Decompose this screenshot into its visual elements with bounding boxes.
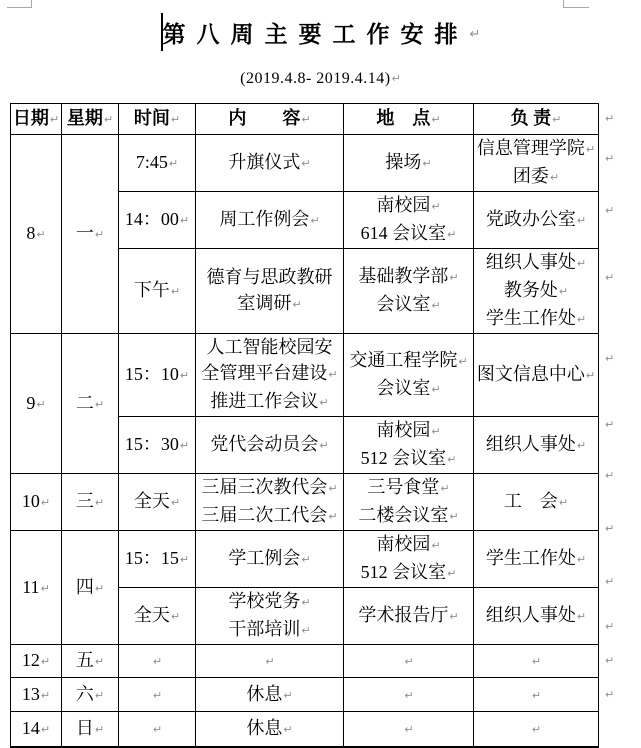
cell-text: 党政办公室	[485, 209, 576, 229]
paragraph-mark-icon: ↵	[552, 113, 562, 126]
paragraph-mark-icon: ↵	[440, 482, 450, 495]
paragraph-mark-icon: ↵	[605, 653, 615, 667]
content-cell[interactable]	[196, 474, 344, 531]
week-cell[interactable]	[62, 474, 119, 531]
cell-text: 图文信息中心	[476, 364, 585, 384]
cell-text: 二楼会议室	[358, 505, 449, 525]
cell-text: 11	[22, 576, 40, 597]
paragraph-mark-icon: ↵	[549, 171, 560, 184]
date-cell[interactable]	[11, 334, 62, 474]
time-cell[interactable]	[119, 678, 196, 712]
row-end-mark-icon	[604, 183, 624, 238]
cell-text: 二	[75, 392, 94, 413]
paragraph-mark-icon: ↵	[94, 655, 105, 668]
cell-text: 南校园	[376, 420, 431, 440]
paragraph-mark-icon: ↵	[292, 298, 302, 311]
responsible-cell[interactable]	[474, 712, 599, 747]
cell-text: 全管理平台建设	[201, 363, 328, 383]
week-cell[interactable]	[62, 135, 119, 334]
row-end-mark-icon	[604, 400, 624, 448]
cell-text: 休息	[246, 683, 283, 704]
paragraph-mark-icon: ↵	[319, 439, 329, 452]
paragraph-mark-icon: ↵	[301, 553, 311, 566]
paragraph-mark-icon: ↵	[328, 510, 338, 523]
paragraph-mark-icon: ↵	[391, 72, 401, 85]
content-cell[interactable]	[196, 588, 344, 645]
cell-text: 党代会动员会	[210, 434, 319, 454]
paragraph-mark-icon: ↵	[605, 620, 615, 633]
paragraph-mark-icon: ↵	[431, 425, 441, 438]
paragraph-mark-icon: ↵	[40, 496, 51, 509]
paragraph-mark-icon: ↵	[36, 228, 46, 241]
document-title[interactable]	[0, 12, 641, 57]
cell-text: 10	[21, 491, 40, 511]
content-cell[interactable]	[196, 249, 344, 334]
responsible-cell[interactable]	[474, 192, 599, 249]
header-text: 星期	[66, 108, 103, 128]
responsible-cell[interactable]	[474, 417, 599, 474]
cell-text: 学生工作处	[485, 308, 576, 328]
paragraph-mark-icon: ↵	[94, 496, 105, 509]
paragraph-mark-icon: ↵	[328, 368, 338, 381]
paragraph-mark-icon: ↵	[36, 397, 46, 411]
paragraph-mark-icon: ↵	[404, 688, 414, 702]
paragraph-mark-icon: ↵	[449, 271, 459, 284]
table-row	[11, 474, 599, 531]
cell-text: 会议室	[376, 294, 431, 314]
date-cell[interactable]	[11, 712, 62, 747]
column-header-week[interactable]	[62, 104, 119, 135]
paragraph-mark-icon: ↵	[431, 383, 441, 396]
row-end-mark-icon	[604, 448, 624, 503]
paragraph-mark-icon: ↵	[40, 688, 51, 702]
responsible-cell[interactable]	[474, 334, 599, 417]
table-row	[11, 645, 599, 678]
cell-text: 7:45	[135, 152, 168, 172]
row-end-mark-icon	[604, 553, 624, 610]
paragraph-mark-icon: ↵	[94, 397, 105, 411]
time-cell[interactable]	[119, 588, 196, 645]
paragraph-mark-icon: ↵	[605, 417, 615, 431]
cell-text: 15：10	[124, 364, 179, 384]
cell-text: 干部培训	[228, 619, 301, 639]
paragraph-mark-icon: ↵	[179, 369, 190, 382]
paragraph-mark-icon: ↵	[605, 688, 615, 701]
cell-text: 9	[26, 392, 36, 413]
paragraph-mark-icon: ↵	[447, 228, 457, 241]
paragraph-mark-icon: ↵	[40, 581, 50, 595]
paragraph-mark-icon: ↵	[283, 722, 293, 736]
paragraph-mark-icon: ↵	[558, 496, 569, 509]
table-row	[11, 334, 599, 417]
paragraph-mark-icon: ↵	[94, 228, 105, 241]
paragraph-mark-icon: ↵	[431, 200, 441, 213]
cell-text: 13	[21, 683, 40, 704]
time-cell[interactable]	[119, 417, 196, 474]
cell-text: 三届二次工代会	[201, 505, 328, 525]
table-row	[11, 712, 599, 747]
time-cell[interactable]	[119, 192, 196, 249]
column-header-time[interactable]	[119, 104, 196, 135]
title-text: 第八周主要工作安排	[162, 21, 469, 47]
paragraph-mark-icon: ↵	[179, 439, 190, 452]
paragraph-mark-icon: ↵	[605, 151, 615, 165]
paragraph-mark-icon: ↵	[103, 113, 114, 126]
time-cell[interactable]	[119, 645, 196, 678]
table-header-row	[11, 104, 599, 135]
subtitle-text: (2019.4.8- 2019.4.14)	[240, 70, 391, 87]
row-end-marks	[604, 103, 624, 712]
paragraph-mark-icon: ↵	[301, 624, 311, 637]
cell-text: 基础教学部	[358, 266, 449, 286]
paragraph-mark-icon: ↵	[170, 113, 181, 126]
cell-text: 8	[26, 223, 36, 243]
cell-text: 工 会	[503, 491, 558, 511]
cell-text: 14	[21, 717, 40, 738]
paragraph-mark-icon: ↵	[576, 313, 587, 326]
date-cell[interactable]	[11, 678, 62, 712]
paragraph-mark-icon: ↵	[283, 688, 293, 702]
paragraph-mark-icon: ↵	[328, 482, 338, 495]
header-text: 内 容	[228, 108, 301, 128]
cell-text: 日	[75, 717, 94, 738]
row-end-mark-icon	[604, 503, 624, 553]
cell-text: 人工智能校园安	[206, 337, 333, 357]
content-cell[interactable]	[196, 192, 344, 249]
responsible-cell[interactable]	[474, 645, 599, 678]
paragraph-mark-icon: ↵	[94, 722, 105, 736]
paragraph-mark-icon: ↵	[605, 469, 615, 482]
cell-text: 操场	[385, 152, 422, 172]
content-cell[interactable]	[196, 712, 344, 747]
column-header-place[interactable]	[344, 104, 474, 135]
paragraph-mark-icon: ↵	[531, 722, 542, 736]
paragraph-mark-icon: ↵	[605, 352, 615, 365]
paragraph-mark-icon: ↵	[301, 113, 311, 126]
table-row	[11, 678, 599, 712]
week-cell[interactable]	[62, 712, 119, 747]
place-cell[interactable]	[344, 588, 474, 645]
place-cell[interactable]	[344, 474, 474, 531]
cell-text: 三号食堂	[367, 477, 440, 497]
content-cell[interactable]	[196, 417, 344, 474]
place-cell[interactable]	[344, 192, 474, 249]
date-cell[interactable]	[11, 135, 62, 334]
schedule-table	[10, 103, 599, 748]
cell-text: 组织人事处	[485, 252, 576, 272]
paragraph-mark-icon: ↵	[170, 610, 181, 623]
cell-text: 学校党务	[228, 591, 301, 611]
cell-text: 信息管理学院	[476, 138, 585, 158]
place-cell[interactable]	[344, 712, 474, 747]
paragraph-mark-icon: ↵	[94, 581, 105, 595]
paragraph-mark-icon: ↵	[585, 143, 596, 156]
cell-text: 室调研	[237, 293, 292, 313]
paragraph-mark-icon: ↵	[449, 510, 459, 523]
date-cell[interactable]	[11, 474, 62, 531]
header-text: 时间	[133, 108, 170, 128]
paragraph-mark-icon: ↵	[531, 688, 542, 702]
cell-text: 15：30	[124, 434, 179, 454]
row-end-mark-icon	[604, 677, 624, 712]
responsible-cell[interactable]	[474, 678, 599, 712]
paragraph-mark-icon: ↵	[469, 27, 481, 42]
crop-mark-left-icon	[7, 0, 32, 8]
paragraph-mark-icon: ↵	[179, 214, 190, 227]
cell-text: 德育与思政教研	[206, 267, 333, 287]
cell-text: 休息	[246, 717, 283, 738]
cell-text: 周工作例会	[219, 209, 310, 229]
crop-mark-right-icon	[563, 0, 589, 8]
row-end-mark-icon	[604, 610, 624, 643]
content-cell[interactable]	[196, 645, 344, 678]
cell-text: 学工例会	[228, 548, 301, 568]
table-row	[11, 135, 599, 192]
paragraph-mark-icon: ↵	[40, 655, 51, 668]
cell-text: 512 会议室	[360, 448, 447, 468]
cell-text: 五	[75, 650, 94, 670]
date-cell[interactable]	[11, 531, 62, 645]
header-text: 日期	[12, 108, 49, 128]
cell-text: 15：15	[124, 548, 179, 568]
paragraph-mark-icon: ↵	[49, 113, 60, 126]
cell-text: 三届三次教代会	[201, 477, 328, 497]
paragraph-mark-icon: ↵	[447, 567, 457, 580]
cell-text: 推进工作会议	[210, 391, 319, 411]
place-cell[interactable]	[344, 678, 474, 712]
place-cell[interactable]	[344, 135, 474, 192]
paragraph-mark-icon: ↵	[170, 496, 181, 509]
week-cell[interactable]	[62, 678, 119, 712]
cell-text: 六	[75, 683, 94, 704]
date-range-subtitle[interactable]	[0, 68, 641, 90]
cell-text: 会议室	[376, 378, 431, 398]
paragraph-mark-icon: ↵	[310, 214, 320, 227]
responsible-cell[interactable]	[474, 474, 599, 531]
paragraph-mark-icon: ↵	[422, 157, 432, 170]
content-cell[interactable]	[196, 135, 344, 192]
header-text: 负 责	[510, 108, 552, 128]
row-end-mark-icon	[604, 643, 624, 677]
paragraph-mark-icon: ↵	[605, 575, 615, 588]
row-end-mark-icon	[604, 317, 624, 400]
column-header-content[interactable]	[196, 104, 344, 135]
paragraph-mark-icon: ↵	[319, 396, 329, 409]
content-cell[interactable]	[196, 678, 344, 712]
cell-text: 全天	[133, 491, 170, 511]
cell-text: 教务处	[503, 280, 558, 300]
cell-text: 交通工程学院	[349, 350, 458, 370]
paragraph-mark-icon: ↵	[585, 369, 596, 382]
paragraph-mark-icon: ↵	[404, 655, 414, 668]
row-end-mark-icon	[604, 133, 624, 183]
cell-text: 14：00	[124, 209, 179, 229]
paragraph-mark-icon: ↵	[301, 157, 311, 170]
time-cell[interactable]	[119, 334, 196, 417]
paragraph-mark-icon: ↵	[576, 439, 587, 452]
place-cell[interactable]	[344, 334, 474, 417]
cell-text: 组织人事处	[485, 434, 576, 454]
content-cell[interactable]	[196, 531, 344, 588]
paragraph-mark-icon: ↵	[168, 157, 179, 170]
cell-text: 614 会议室	[360, 223, 447, 243]
paragraph-mark-icon: ↵	[265, 655, 275, 668]
cell-text: 一	[75, 223, 94, 243]
row-end-mark-icon	[604, 238, 624, 317]
paragraph-mark-icon: ↵	[605, 204, 615, 217]
paragraph-mark-icon: ↵	[531, 655, 542, 668]
time-cell[interactable]	[119, 249, 196, 334]
cell-text: 三	[75, 491, 94, 511]
paragraph-mark-icon: ↵	[576, 610, 587, 623]
paragraph-mark-icon: ↵	[152, 688, 163, 702]
paragraph-mark-icon: ↵	[605, 111, 615, 125]
paragraph-mark-icon: ↵	[605, 521, 615, 535]
cell-text: 全天	[133, 605, 170, 625]
week-cell[interactable]	[62, 334, 119, 474]
responsible-cell[interactable]	[474, 249, 599, 334]
paragraph-mark-icon: ↵	[605, 271, 615, 284]
paragraph-mark-icon: ↵	[40, 722, 51, 736]
paragraph-mark-icon: ↵	[458, 355, 468, 368]
cell-text: 四	[75, 576, 94, 597]
paragraph-mark-icon: ↵	[179, 553, 190, 566]
row-end-mark-icon	[604, 103, 624, 133]
cell-text: 下午	[133, 280, 170, 300]
responsible-cell[interactable]	[474, 135, 599, 192]
cell-text: 学生工作处	[485, 548, 576, 568]
time-cell[interactable]	[119, 474, 196, 531]
cell-text: 512 会议室	[360, 562, 447, 582]
cell-text: 升旗仪式	[228, 152, 301, 172]
column-header-date[interactable]	[11, 104, 62, 135]
paragraph-mark-icon: ↵	[447, 453, 457, 466]
cell-text: 团委	[512, 166, 549, 186]
paragraph-mark-icon: ↵	[449, 610, 459, 623]
cell-text: 12	[21, 650, 40, 670]
paragraph-mark-icon: ↵	[170, 285, 181, 298]
time-cell[interactable]	[119, 712, 196, 747]
cell-text: 学术报告厅	[358, 605, 449, 625]
table-row	[11, 531, 599, 588]
cell-text: 南校园	[376, 534, 431, 554]
paragraph-mark-icon: ↵	[152, 655, 163, 668]
paragraph-mark-icon: ↵	[301, 596, 311, 609]
week-cell[interactable]	[62, 531, 119, 645]
responsible-cell[interactable]	[474, 531, 599, 588]
paragraph-mark-icon: ↵	[431, 299, 441, 312]
paragraph-mark-icon: ↵	[431, 539, 441, 552]
column-header-responsible[interactable]	[474, 104, 599, 135]
week-cell[interactable]	[62, 645, 119, 678]
paragraph-mark-icon: ↵	[558, 285, 569, 298]
time-cell[interactable]	[119, 531, 196, 588]
paragraph-mark-icon: ↵	[152, 722, 163, 736]
place-cell[interactable]	[344, 249, 474, 334]
cell-text: 组织人事处	[485, 605, 576, 625]
date-cell[interactable]	[11, 645, 62, 678]
responsible-cell[interactable]	[474, 588, 599, 645]
place-cell[interactable]	[344, 417, 474, 474]
place-cell[interactable]	[344, 645, 474, 678]
paragraph-mark-icon: ↵	[94, 688, 105, 702]
paragraph-mark-icon: ↵	[576, 257, 587, 270]
header-text: 地 点	[376, 108, 431, 128]
paragraph-mark-icon: ↵	[431, 113, 441, 126]
content-cell[interactable]	[196, 334, 344, 417]
paragraph-mark-icon: ↵	[404, 722, 414, 736]
cell-text: 南校园	[376, 195, 431, 215]
time-cell[interactable]	[119, 135, 196, 192]
place-cell[interactable]	[344, 531, 474, 588]
paragraph-mark-icon: ↵	[576, 214, 587, 227]
paragraph-mark-icon: ↵	[576, 553, 587, 566]
